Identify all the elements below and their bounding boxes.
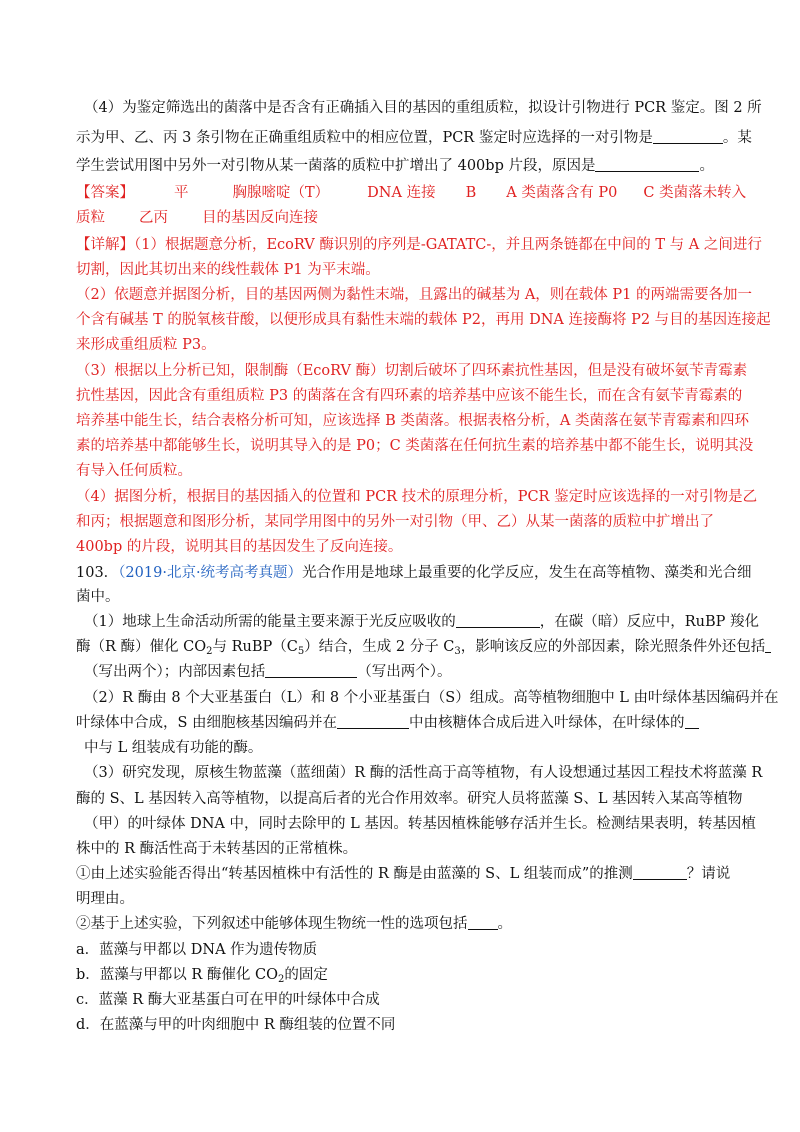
q4-line-2 [76, 128, 752, 148]
answer-blank[interactable] [468, 915, 498, 930]
subscript: 5 [297, 646, 305, 657]
answer-blank[interactable] [595, 157, 699, 172]
q4-text: 。某 [722, 130, 752, 146]
question-number: 103． [76, 565, 119, 581]
option-c: c．蓝藻 R 酶大亚基蛋白可在甲的叶绿体中合成 [76, 992, 380, 1008]
q4-text: 学生尝试用图中另外一对引物从某一菌落的质粒中扩增出了 400bp 片段，原因是 [76, 158, 596, 174]
q103-text: 酶（R 酶）催化 CO [76, 639, 207, 655]
explain-line: 切割，因此其切出来的线性载体 P1 为平末端。 [76, 262, 380, 278]
q103-s3-line-4: 株中的 R 酶活性高于未转基因的正常植株。 [76, 841, 358, 857]
answer-item: 目的基因反向连接 [202, 210, 318, 226]
q103-text: ，在碳（暗）反应中，RuBP 羧化 [539, 614, 760, 630]
option-b [76, 965, 328, 985]
q103-s2-line-3: 中与 L 组装成有功能的酶。 [84, 740, 263, 756]
explain-line: 培养基中能生长，结合表格分析可知，应该选择 B 类菌落。根据表格分析，A 类菌落在氨苄青霉素和四环 [76, 413, 749, 429]
q103-c2-line [76, 914, 512, 934]
q103-s3-line-3: （甲）的叶绿体 DNA 中，同时去除甲的 L 基因。转基因植株能够存活并生长。检测结果表明，转基因植 [84, 816, 756, 832]
answer-blank[interactable] [653, 129, 723, 144]
answer-line-2 [76, 208, 318, 228]
option-d: d．在蓝藻与甲的叶肉细胞中 R 酶组装的位置不同 [76, 1017, 396, 1033]
q103-c1-line-2: 明理由。 [76, 891, 134, 907]
answer-label: 【答案】 [76, 185, 134, 201]
explain-line: 和丙；根据题意和图形分析，某同学用图中的另外一对引物（甲、乙）从某一菌落的质粒中扩增出了 [76, 514, 714, 530]
explain-line: （3）根据以上分析已知，限制酶（EcoRV 酶）切割后破坏了四环素抗性基因，但是没有破坏氨苄青霉素 [76, 363, 748, 379]
q103-s1-line-2 [76, 637, 771, 657]
q103-text: （1）地球上生命活动所需的能量主要来源于光反应吸收的 [84, 614, 456, 630]
answer-blank[interactable] [337, 714, 409, 729]
answer-item: A 类菌落含有 P0 [506, 185, 618, 201]
answer-item: DNA 连接 [367, 185, 436, 201]
q103-line-2: 菌中。 [76, 589, 120, 605]
explain-line: （2）依题意并据图分析，目的基因两侧为黏性末端，且露出的碱基为 A，则在载体 P1 的两端需要各加一 [76, 287, 753, 303]
explain-line: 400bp 的片段，说明其目的基因发生了反向连接。 [76, 539, 403, 555]
q103-text: ）结合，生成 2 分子 C [304, 639, 455, 655]
explain-line: 有导入任何质粒。 [76, 463, 192, 479]
q103-text: ，影响该反应的外部因素，除光照条件外还包括 [460, 639, 766, 655]
q4-line-1: （4）为鉴定筛选出的菌落中是否含有正确插入目的基因的重组质粒，拟设计引物进行 PCR 鉴定。图 2 所 [84, 100, 762, 116]
q103-c1-line-1 [76, 864, 730, 884]
answer-item: 平 [174, 185, 189, 201]
q103-text: ？请说 [686, 866, 731, 882]
explain-line: 抗性基因，因此含有重组质粒 P3 的菌落在含有四环素的培养基中应该不能生长，而在含有氨苄青霉素的 [76, 388, 743, 404]
q103-text: （写出两个）。 [357, 664, 452, 680]
explain-line: 个含有碱基 T 的脱氧核苷酸，以便形成具有黏性末端的载体 P2，再用 DNA 连接酶将 P2 与目的基因连接起 [76, 312, 771, 328]
answer-blank[interactable] [633, 865, 687, 880]
q103-s2-line-2 [76, 713, 699, 733]
explain-label: 【详解】 [76, 237, 134, 253]
answer-item: 质粒 [76, 210, 105, 226]
answer-item: C 类菌落未转入 [643, 185, 747, 201]
answer-blank[interactable] [765, 638, 771, 653]
q103-text: 与 RuBP（C [212, 639, 298, 655]
q103-s1-line-1 [84, 612, 759, 632]
explain-line [76, 235, 762, 255]
answer-item: B [465, 185, 477, 201]
q103-text: ②基于上述实验，下列叙述中能够体现生物统一性的选项包括 [76, 916, 468, 932]
q103-text: 光合作用是地球上最重要的化学反应，发生在高等植物、藻类和光合细 [302, 565, 752, 581]
q103-text: （写出两个）；内部因素包括 [84, 664, 266, 680]
q103-text: 。 [497, 916, 512, 932]
explain-text: （1）根据题意分析，EcoRV 酶识别的序列是-GATATC-，并且两条链都在中间的 T 与 A 之间进行 [134, 237, 762, 253]
answer-blank[interactable] [456, 613, 540, 628]
q4-text: 。 [699, 158, 714, 174]
q103-s3-line-2: 酶的 S、L 基因转入高等植物，以提高后者的光合作用效率。研究人员将蓝藻 S、L 基因转入某高等植物 [76, 791, 743, 807]
option-text: b．蓝藻与甲都以 R 酶催化 CO [76, 967, 279, 983]
option-text: 的固定 [284, 967, 328, 983]
q103-text: ①由上述实验能否得出“转基因植株中有活性的 R 酶是由蓝藻的 S、L 组装而成”的推测 [76, 866, 633, 882]
answer-blank[interactable] [265, 663, 357, 678]
answer-line-1 [76, 183, 746, 203]
question-source: （2019·北京·统考高考真题） [118, 565, 303, 581]
subscript: 2 [278, 974, 285, 985]
q4-line-3 [76, 156, 714, 176]
q103-line-1 [76, 563, 752, 583]
q103-s3-line-1: （3）研究发现，原核生物蓝藻（蓝细菌）R 酶的活性高于高等植物，有人设想通过基因工程技术将蓝藻 R [84, 765, 763, 781]
explain-line: 素的培养基中都能够生长，说明其导入的是 P0；C 类菌落在任何抗生素的培养基中都不能生长，说明其没 [76, 438, 754, 454]
explain-line: 来形成重组质粒 P3。 [76, 337, 216, 353]
q4-text: 示为甲、乙、丙 3 条引物在正确重组质粒中的相应位置，PCR 鉴定时应选择的一对引物是 [76, 130, 653, 146]
q103-text: 叶绿体中合成，S 由细胞核基因编码并在 [76, 715, 338, 731]
subscript: 2 [206, 646, 213, 657]
option-a: a．蓝藻与甲都以 DNA 作为遗传物质 [76, 942, 318, 958]
explain-line: （4）据图分析，根据目的基因插入的位置和 PCR 技术的原理分析，PCR 鉴定时应该选择的一对引物是乙 [76, 489, 758, 505]
subscript: 3 [454, 646, 461, 657]
answer-item: 乙丙 [139, 210, 168, 226]
answer-item: 胸腺嘧啶（T） [232, 185, 330, 201]
answer-blank[interactable] [685, 714, 699, 729]
q103-text: 中由核糖体合成后进入叶绿体，在叶绿体的 [409, 715, 685, 731]
q103-s2-line-1: （2）R 酶由 8 个大亚基蛋白（L）和 8 个小亚基蛋白（S）组成。高等植物细胞中 L 由叶绿体基因编码并在 [84, 690, 779, 706]
q103-s1-line-3 [84, 662, 452, 682]
